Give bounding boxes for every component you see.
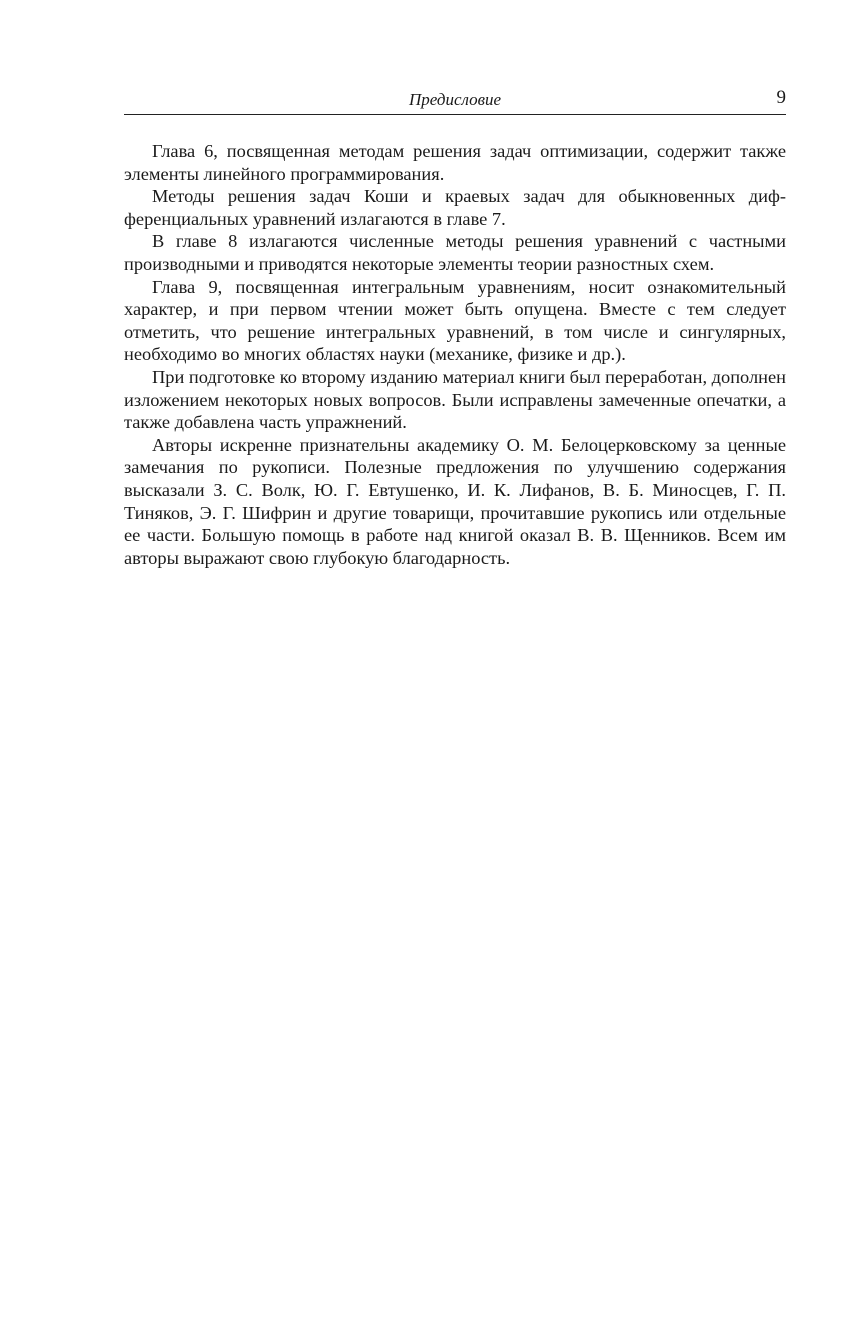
page-number: 9 [776, 87, 786, 108]
paragraph-second-edition: При подготовке ко второму изданию материал книги был переработан, дополнен изложением некоторых новых вопросов. Были исправлены замеченные опечатки, а также добавлена часть упражнений. [124, 366, 787, 433]
running-header-title: Предисловие [408, 90, 502, 109]
paragraph-chapter-7: Методы решения задач Коши и краевых задач для обыкновенных дифференциальных уравнений излагаются в главе 7. [124, 186, 786, 229]
paragraph-chapter-8: В главе 8 излагаются численные методы решения уравнений с частными производными и приводятся некоторые элементы теории разностных схем. [124, 231, 786, 274]
paragraph-chapter-9: Глава 9, посвященная интегральным уравнениям, носит ознакомительный характер, и при первом чтении может быть опущена. Вместе с тем следует отметить, что решение интегральных уравнений, в том числе и сингулярных, необходимо во многих областях науки (механике, физике и др.). [124, 276, 786, 365]
body-text [124, 140, 786, 569]
running-header [124, 86, 786, 115]
paragraph-chapter-6: Глава 6, посвященная методам решения задач оптимизации, содержит также элементы линейного программирования. [124, 141, 786, 184]
paragraph-acknowledgements: Авторы искренне признательны академику О. М. Белоцерковскому за ценные замечания по рукописи. Полезные предложения по улучшению содержания высказали З. С. Волк, Ю. Г. Евтушенко, И. К. Лифанов, В. Б. Миносцев, Г. П. Тиняков, Э. Г. Шифрин и другие товарищи, прочитавшие рукопись или отдельные ее части. Большую помощь в работе над книгой оказал В. В. Щенников. Всем им авторы выражают свою глубокую благодарность. [124, 434, 786, 568]
